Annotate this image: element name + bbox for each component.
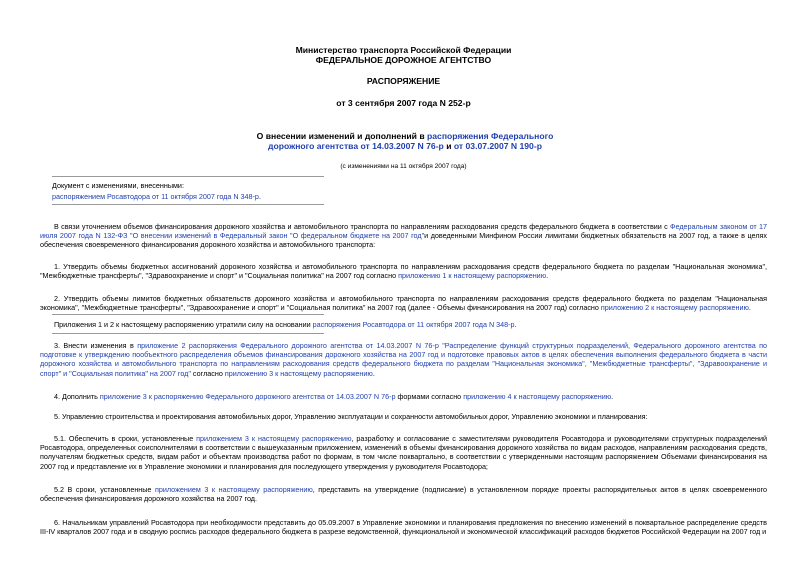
changes-box-entry: распоряжением Росавтодора от 11 октября 2007 года N 348-р. — [52, 192, 261, 202]
paragraph-5-2: 5.2 В сроки, установленные приложением 3 к настоящему распоряжению, представить на утверждение (подписание) в установленном порядке проекты распорядительных актов в целях своевременного обеспечения финансирования дорожного хозяйства на 2007 год. — [40, 485, 767, 504]
link-appendix-4[interactable]: приложению 4 к настоящему распоряжению — [463, 392, 612, 401]
paragraph-intro: В связи уточнением объемов финансирования дорожного хозяйства и автомобильного транспорта по направлениям расходования средств федерального бюджета в соответствии с Федеральным законом от 17 июля 2007 года N 132-ФЗ "О внесении изменений в Федеральный закон "О федеральном бюджете на 2007 год"и доведенными Минфином России лимитами бюджетных обязательств на 2007 год, а также в целях обеспечения своевременного финансирования дорожного хозяйства и автомобильного транспорта: — [40, 222, 767, 250]
paragraph-4: 4. Дополнить приложение 3 к распоряжению Федерального дорожного агентства от 14.03.2007 N 76-р формами согласно приложению 4 к настоящему распоряжению. — [54, 392, 614, 401]
ministry-name: Министерство транспорта Российской Федерации — [295, 45, 512, 55]
separator-rule — [52, 314, 324, 315]
paragraph-6: 6. Начальникам управлений Росавтодора при необходимости представить до 05.09.2007 в Управление экономики и планирования предложения по внесению изменений в поквартальное распределение средств III-IV кварталов 2007 года и в сводную роспись расходов федерального бюджета в разрезе ведомственной, функциональной и экономической классификаций расходов бюджетов Российской Федерации на 2007 год и — [40, 518, 767, 537]
link-appendix-2-order-76r[interactable]: приложение 2 распоряжения Федерального дорожного агентства от 14.03.2007 N 76-р "Распределение функций структурных подразделений, Федерального дорожного агентства по подготовке к утверждению пообъектного распределения объемов финансирования дорожного хозяйства на 2007 год и подготовке правовых актов в целях обеспечения выполнения федерального бюджета в части дорожного хозяйства и автомобильного транспорта по направлениям расходования средств федерального бюджета по разделам "Национальная экономика", "Межбюджетные трансферты", "Здравоохранение и спорт" и "Социальная политика" на 2007 год" — [40, 341, 767, 378]
link-appendix-2[interactable]: приложению 2 к настоящему распоряжению — [600, 303, 749, 313]
title-link-190r[interactable]: от 03.07.2007 N 190-р — [453, 141, 542, 151]
title-link-76r[interactable]: распоряжения Федерального дорожного агентства от 14.03.2007 N 76-р — [268, 131, 554, 151]
separator-rule — [52, 333, 324, 334]
paragraph-1: 1. Утвердить объемы бюджетных ассигнований дорожного хозяйства и автомобильного транспорта по направлениям расходования средств федерального бюджета по разделам "Национальная экономика", "Межбюджетные трансферты", "Здравоохранение и спорт" и "Социальная политика" на 2007 год согласно приложению 1 к настоящему распоряжению. — [40, 262, 767, 281]
paragraph-5-1: 5.1. Обеспечить в сроки, установленные приложением 3 к настоящему распоряжению, разработку и согласование с заместителями руководителя Росавтодора и руководителями структурных подразделений Росавтодора, определенных соисполнителями в соответствии с вышеуказанным приложением, изменений в объемы финансирования дорожного хозяйства по видам расходов, направлениям расходования средств, получателям бюджетных средств, видам работ и объектам производства работ по формам, в том числе поквартально, в соответствии с утвержденными настоящим распоряжением Объемами финансирования на 2007 год и представление их в Управление экономики и планирования для последующего утверждения у руководителя Росавтодора; — [40, 434, 767, 471]
link-repeal-348r[interactable]: распоряжения Росавтодора от 11 октября 2007 года N 348-р — [312, 320, 515, 329]
changes-box — [52, 176, 324, 205]
link-appendix-3-5-2[interactable]: приложением 3 к настоящему распоряжению — [154, 485, 313, 494]
link-appendix-3-order-76r[interactable]: приложение 3 к распоряжению Федерального дорожного агентства от 14.03.2007 N 76-р — [99, 392, 396, 401]
changes-box-top-rule — [52, 176, 324, 177]
changes-box-intro: Документ с изменениями, внесенными: — [52, 181, 184, 190]
link-appendix-1[interactable]: приложению 1 к настоящему распоряжению — [398, 271, 547, 281]
document-type: РАСПОРЯЖЕНИЕ — [366, 76, 441, 86]
paragraph-2: 2. Утвердить объемы лимитов бюджетных обязательств дорожного хозяйства и автомобильного транспорта по направлениям расходования средств федерального бюджета по разделам "Национальная экономика", "Межбюджетные трансферты", "Здравоохранение и спорт" и "Социальная политика" на 2007 год (далее - Объемы финансирования на 2007 год) согласно приложению 2 к настоящему распоряжению. — [40, 294, 767, 313]
changes-box-bottom-rule — [52, 204, 324, 205]
revision-note: (с изменениями на 11 октября 2007 года) — [340, 163, 467, 170]
link-appendix-3[interactable]: приложению 3 к настоящему распоряжению — [224, 368, 373, 378]
document-title: О внесении изменений и дополнений в распоряжения Федерального дорожного агентства от 14.03.2007 N 76-р и от 03.07.2007 N 190-р — [256, 131, 554, 151]
link-federal-law[interactable]: Федеральным законом от 17 июля 2007 года N 132-ФЗ "О внесении изменений в Федеральный закон "О федеральном бюджете на 2007 год" — [40, 222, 767, 241]
changes-box-link[interactable]: распоряжением Росавтодора от 11 октября 2007 года N 348-р — [52, 192, 259, 202]
agency-name: ФЕДЕРАЛЬНОЕ ДОРОЖНОЕ АГЕНТСТВО — [315, 55, 492, 65]
paragraph-5: 5. Управлению строительства и проектирования автомобильных дорог, Управлению эксплуатации и сохранности автомобильных дорог, Управлению экономики и планирования: — [54, 412, 648, 421]
link-appendix-3-5-1[interactable]: приложением 3 к настоящему распоряжению — [196, 434, 352, 443]
paragraph-3: 3. Внести изменения в приложение 2 распоряжения Федерального дорожного агентства от 14.03.2007 N 76-р "Распределение функций структурных подразделений, Федерального дорожного агентства по подготовке к утверждению пообъектного распределения объемов финансирования дорожного хозяйства на 2007 год и подготовке правовых актов в целях обеспечения выполнения федерального бюджета в части дорожного хозяйства и автомобильного транспорта по направлениям расходования средств федерального бюджета по разделам "Национальная экономика", "Межбюджетные трансферты", "Здравоохранение и спорт" и "Социальная политика" на 2007 год" согласно приложению 3 к настоящему распоряжению. — [40, 341, 767, 378]
paragraph-repeal: Приложения 1 и 2 к настоящему распоряжению утратили силу на основании распоряжения Росавтодора от 11 октября 2007 года N 348-р. — [54, 320, 517, 329]
document-date: от 3 сентября 2007 года N 252-р — [336, 98, 471, 108]
